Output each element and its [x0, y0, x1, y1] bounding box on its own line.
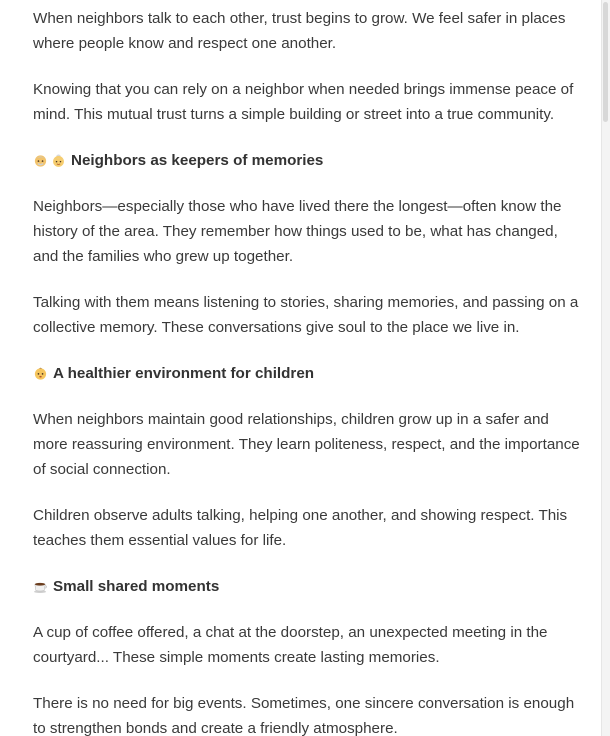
paragraph-rely: Knowing that you can rely on a neighbor when needed brings immense peace of mind. This mutual trust turns a simple building or street into a true community. [33, 81, 574, 123]
scrollbar-thumb[interactable] [603, 2, 608, 122]
paragraph-relationships: When neighbors maintain good relationships, children grow up in a safer and more reassuring environment. They learn politeness, respect, and the importance of social connection. [33, 411, 580, 478]
article-body [33, 6, 583, 736]
coffee-cup-icon [33, 579, 48, 594]
paragraph-history: Neighbors—especially those who have lived there the longest—often know the history of the area. They remember how things used to be, what has changed, and the families who grew up together. [33, 198, 562, 265]
heading-children-text: A healthier environment for children [53, 365, 315, 382]
paragraph-coffee: A cup of coffee offered, a chat at the doorstep, an unexpected meeting in the courtyard... These simple moments create lasting memories. [33, 624, 548, 666]
elderly-woman-icon [51, 153, 66, 168]
heading-moments-text: Small shared moments [53, 578, 220, 595]
heading-moments [33, 574, 583, 599]
vertical-scrollbar[interactable] [601, 0, 610, 736]
paragraph-trust: When neighbors talk to each other, trust begins to grow. We feel safer in places where people know and respect one another. [33, 10, 566, 52]
heading-children [33, 361, 583, 386]
heading-memories-text: Neighbors as keepers of memories [71, 152, 324, 169]
elderly-man-icon [33, 153, 48, 168]
heading-memories [33, 148, 583, 173]
paragraph-values: Children observe adults talking, helping one another, and showing respect. This teaches them essential values for life. [33, 507, 568, 549]
paragraph-stories: Talking with them means listening to stories, sharing memories, and passing on a collective memory. These conversations give soul to the place we live in. [33, 294, 579, 336]
paragraph-conversation: There is no need for big events. Sometimes, one sincere conversation is enough to strengthen bonds and create a friendly atmosphere. [33, 695, 575, 736]
child-icon [33, 366, 48, 381]
